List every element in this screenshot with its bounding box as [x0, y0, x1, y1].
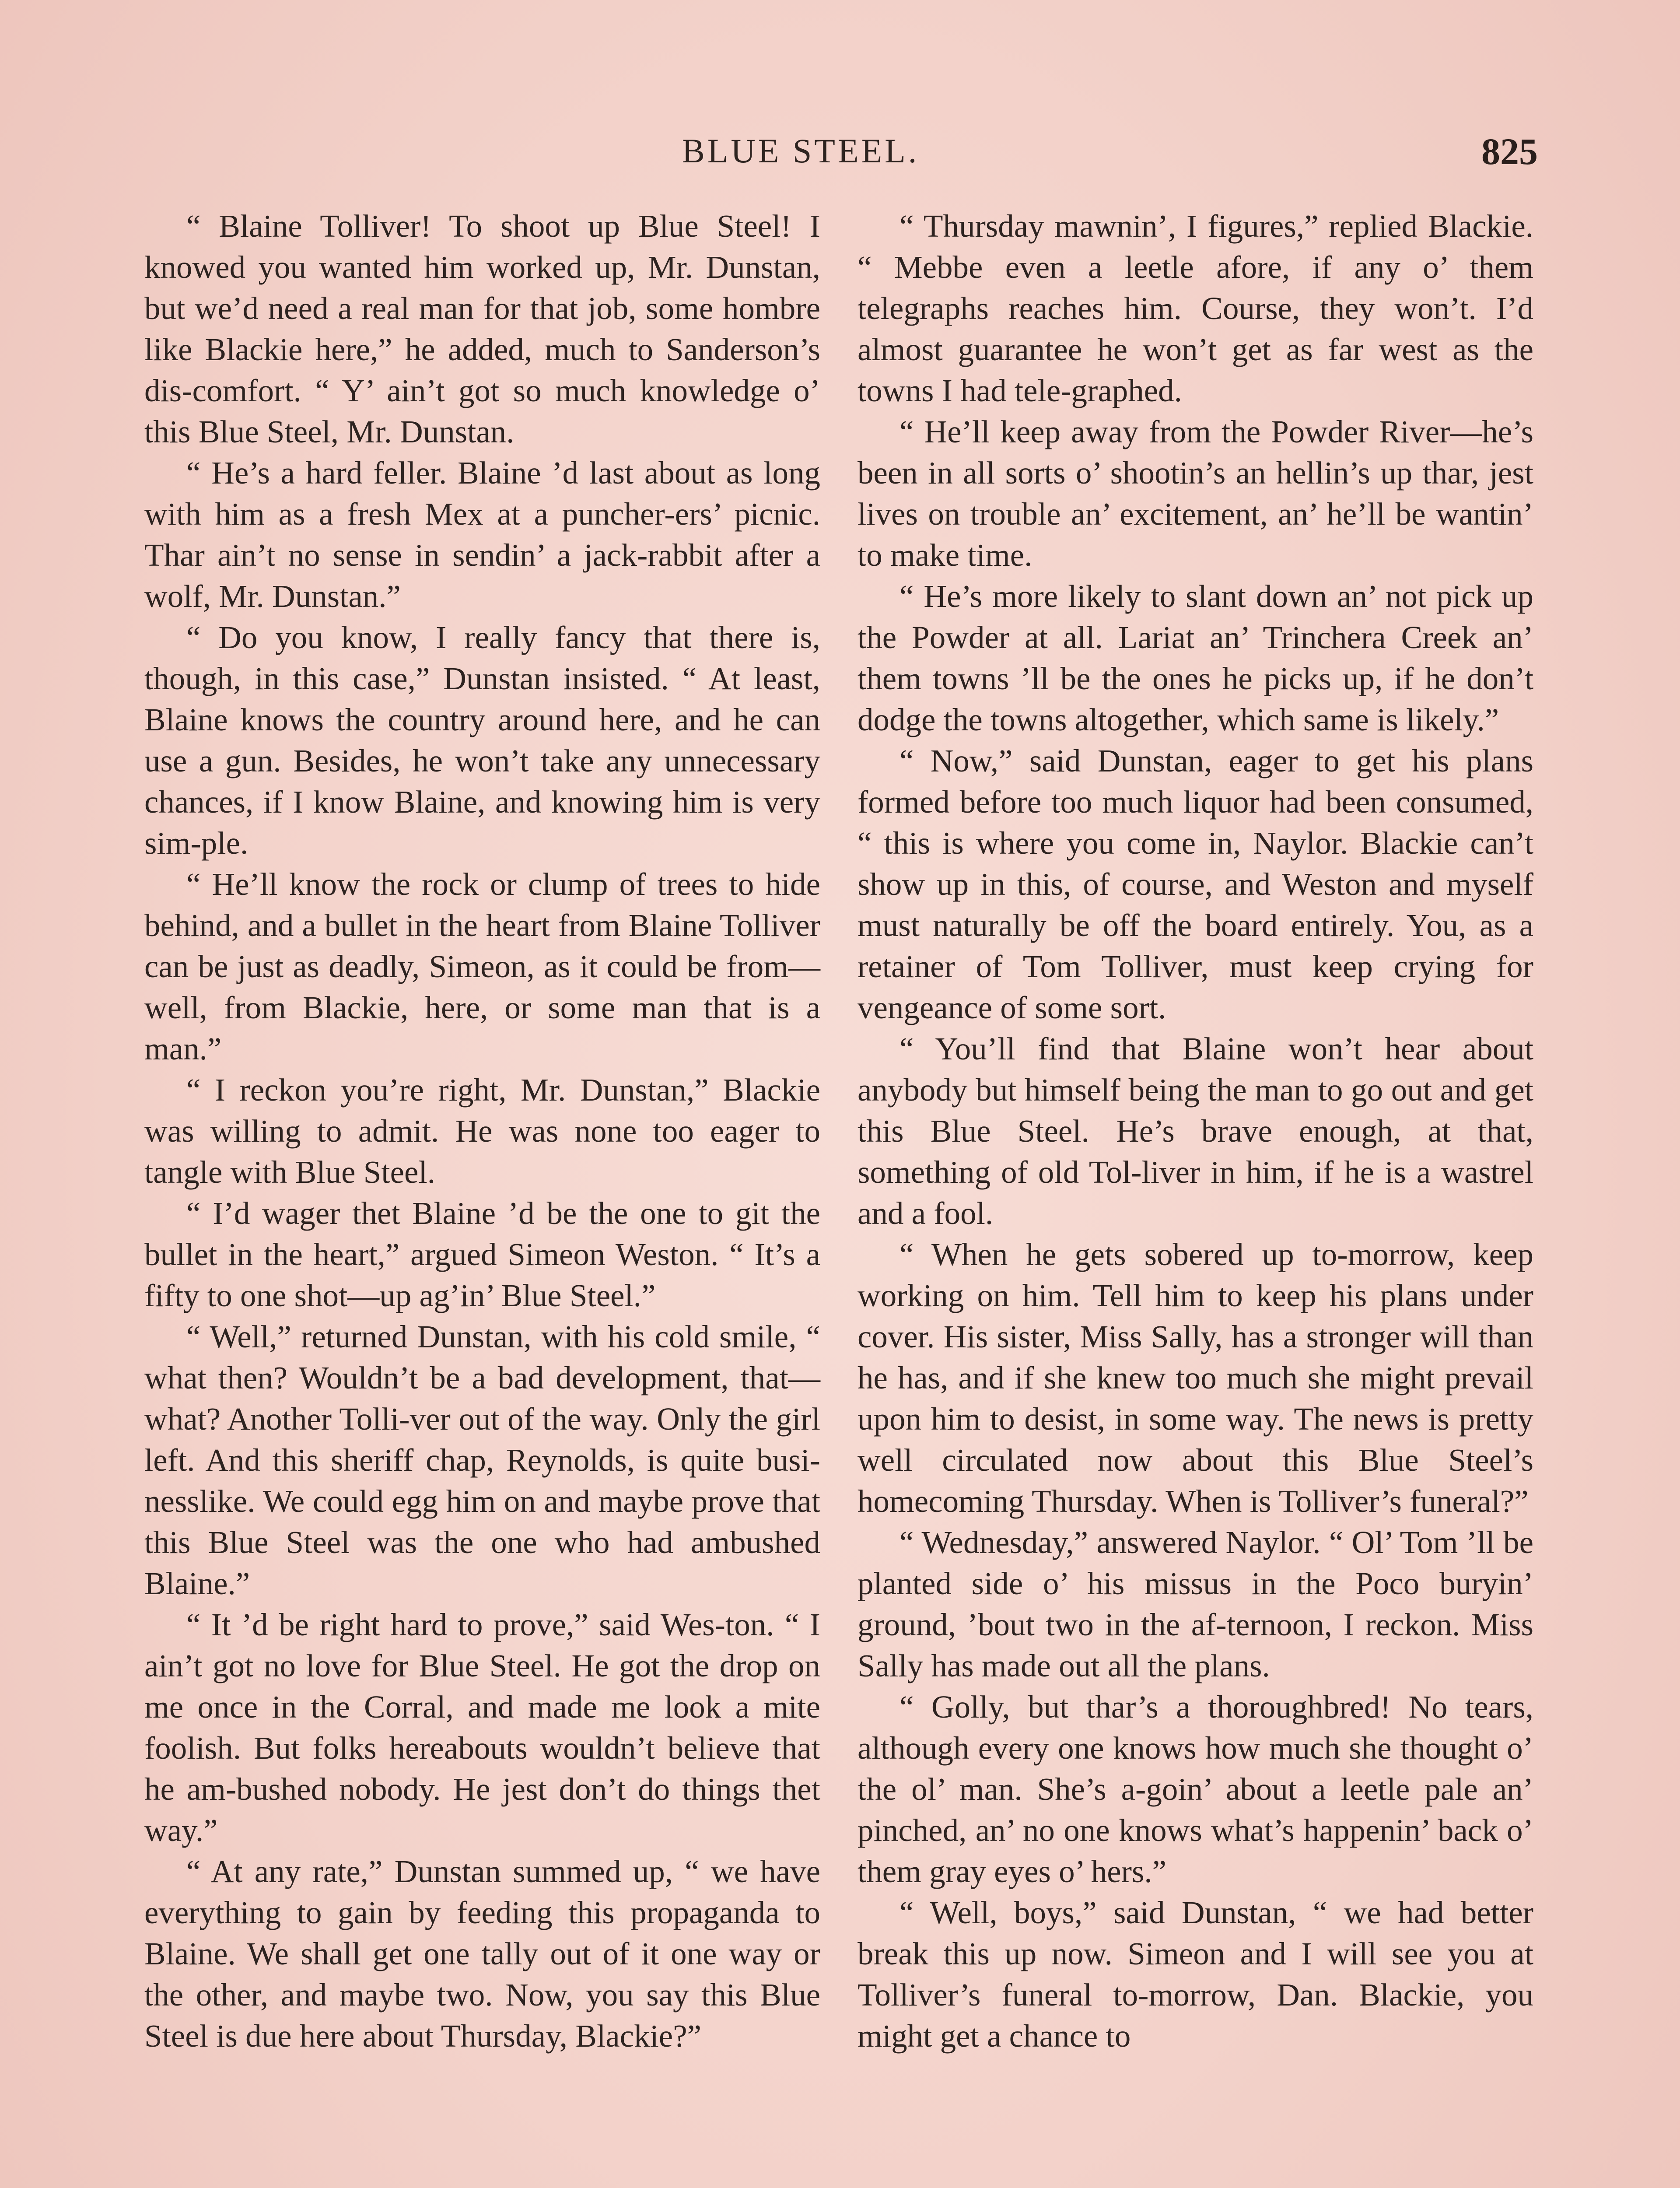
- paragraph: “ At any rate,” Dunstan summed up, “ we have everything to gain by feeding this propaganda to Blaine. We shall get one tally out of it one way or the other, and maybe two. Now, you say this Blue Steel is due here about Thursday, Blackie?”: [144, 1854, 820, 2054]
- page-number: 825: [1481, 130, 1538, 172]
- paragraph: “ You’ll find that Blaine won’t hear about anybody but himself being the man to go out and get this Blue Steel. He’s brave enough, at that, something of old Tol-liver in him, if he is a wastrel and a fool.: [858, 1031, 1533, 1231]
- left-column: [144, 206, 820, 2057]
- paragraph: “ It ’d be right hard to prove,” said Wes-ton. “ I ain’t got no love for Blue Steel. He got the drop on me once in the Corral, and made me look a mite foolish. But folks hereabouts wouldn’t believe that he am-bushed nobody. He jest don’t do things thet way.”: [144, 1607, 820, 1848]
- paragraph: “ Wednesday,” answered Naylor. “ Ol’ Tom ’ll be planted side o’ his missus in the Poco buryin’ ground, ’bout two in the af-ternoon, I reckon. Miss Sally has made out all the plans.: [858, 1525, 1533, 1683]
- paragraph: “ Golly, but thar’s a thoroughbred! No tears, although every one knows how much she thought o’ the ol’ man. She’s a-goin’ about a leetle pale an’ pinched, an’ no one knows what’s happenin’ back o’ them gray eyes o’ hers.”: [858, 1689, 1533, 1889]
- paragraph: “ Do you know, I really fancy that there is, though, in this case,” Dunstan insisted. “ At least, Blaine knows the country around here, and he can use a gun. Besides, he won’t take any unnecessary chances, if I know Blaine, and knowing him is very sim-ple.: [144, 620, 820, 861]
- right-column: [858, 206, 1533, 2057]
- paragraph: “ Well,” returned Dunstan, with his cold smile, “ what then? Wouldn’t be a bad development, that—what? Another Tolli-ver out of the way. Only the girl left. And this sheriff chap, Reynolds, is quite busi-nesslike. We could egg him on and maybe prove that this Blue Steel was the one who had ambushed Blaine.”: [144, 1319, 820, 1601]
- paragraph: “ Blaine Tolliver! To shoot up Blue Steel! I knowed you wanted him worked up, Mr. Dunstan, but we’d need a real man for that job, some hombre like Blackie here,” he added, much to Sanderson’s dis-comfort. “ Y’ ain’t got so much knowledge o’ this Blue Steel, Mr. Dunstan.: [144, 208, 820, 449]
- paragraph: “ Now,” said Dunstan, eager to get his plans formed before too much liquor had been consumed, “ this is where you come in, Naylor. Blackie can’t show up in this, of course, and Weston and myself must naturally be off the board entirely. You, as a retainer of Tom Tolliver, must keep crying for vengeance of some sort.: [858, 743, 1533, 1025]
- paragraph: “ Thursday mawnin’, I figures,” replied Blackie. “ Mebbe even a leetle afore, if any o’ them telegraphs reaches him. Course, they won’t. I’d almost guarantee he won’t get as far west as the towns I had tele-graphed.: [858, 208, 1533, 408]
- paragraph: “ He’s a hard feller. Blaine ’d last about as long with him as a fresh Mex at a puncher-ers’ picnic. Thar ain’t no sense in sendin’ a jack-rabbit after a wolf, Mr. Dunstan.”: [144, 455, 820, 614]
- paragraph: “ He’s more likely to slant down an’ not pick up the Powder at all. Lariat an’ Trinchera Creek an’ them towns ’ll be the ones he picks up, if he don’t dodge the towns altogether, which same is likely.”: [858, 579, 1533, 737]
- paragraph: “ He’ll keep away from the Powder River—he’s been in all sorts o’ shootin’s an hellin’s up thar, jest lives on trouble an’ excitement, an’ he’ll be wantin’ to make time.: [858, 414, 1533, 573]
- paragraph: “ I reckon you’re right, Mr. Dunstan,” Blackie was willing to admit. He was none too eager to tangle with Blue Steel.: [144, 1072, 820, 1190]
- paragraph: “ He’ll know the rock or clump of trees to hide behind, and a bullet in the heart from Blaine Tolliver can be just as deadly, Simeon, as it could be from—well, from Blackie, here, or some man that is a man.”: [144, 866, 820, 1066]
- paragraph: “ I’d wager thet Blaine ’d be the one to git the bullet in the heart,” argued Simeon Weston. “ It’s a fifty to one shot—up ag’in’ Blue Steel.”: [144, 1196, 820, 1313]
- paragraph: “ Well, boys,” said Dunstan, “ we had better break this up now. Simeon and I will see you at Tolliver’s funeral to-morrow, Dan. Blackie, you might get a chance to: [858, 1895, 1533, 2054]
- running-header-title: BLUE STEEL.: [682, 132, 920, 170]
- paragraph: “ When he gets sobered up to-morrow, keep working on him. Tell him to keep his plans under cover. His sister, Miss Sally, has a stronger will than he has, and if she knew too much she might prevail upon him to desist, in some way. The news is pretty well circulated now about this Blue Steel’s homecoming Thursday. When is Tolliver’s funeral?”: [858, 1237, 1533, 1519]
